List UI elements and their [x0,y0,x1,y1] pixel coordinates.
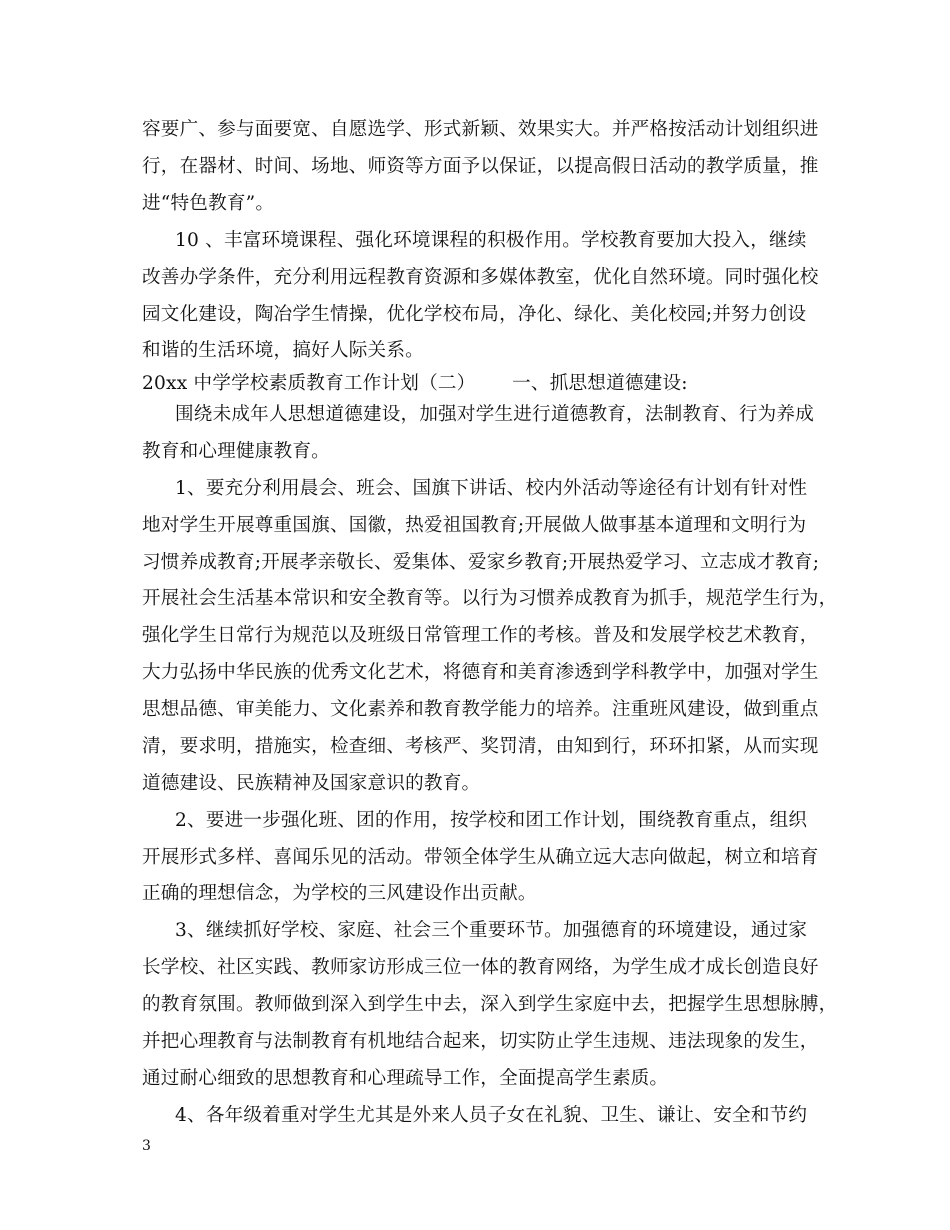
text-line: 教育和心理健康教育。 [142,441,330,462]
text-line: 的教育氛围。教师做到深入到学生中去，深入到学生家庭中去，把握学生思想脉膊， [142,994,838,1015]
text-line: 开展形式多样、喜闻乐见的活动。带领全体学生从确立远大志向做起，树立和培育 [142,847,819,868]
text-line: 3、继续抓好学校、家庭、社会三个重要环节。加强德育的环境建设，通过家 [175,920,808,941]
page-number: 3 [142,1138,151,1154]
text-line: 改善办学条件，充分利用远程教育资源和多媒体教室，优化自然环境。同时强化校 [142,267,819,288]
text-line: 行，在器材、时间、场地、师资等方面予以保证，以提高假日活动的教学质量，推 [142,156,819,177]
text-line: 1、要充分利用晨会、班会、国旗下讲话、校内外活动等途径有计划有针对性 [175,478,808,499]
text-line: 大力弘扬中华民族的优秀文化艺术，将德育和美育渗透到学科教学中，加强对学生 [142,662,819,683]
text-line: 通过耐心细致的思想教育和心理疏导工作，全面提高学生素质。 [142,1068,669,1089]
text-line: 园文化建设，陶冶学生情操，优化学校布局，净化、绿化、美化校园;并努力创设 [142,304,807,325]
text-line: 进“特色教育”。 [142,193,275,214]
text-line: 开展社会生活基本常识和安全教育等。以行为习惯养成教育为抓手，规范学生行为， [142,588,838,609]
text-line: 思想品德、审美能力、文化素养和教育教学能力的培养。注重班风建设，做到重点 [142,699,819,720]
text-line: 地对学生开展尊重国旗、国徽，热爱祖国教育;开展做人做事基本道理和文明行为 [142,515,807,536]
text-line: 10 、丰富环境课程、强化环境课程的积极作用。学校教育要加大投入，继续 [175,230,807,251]
text-line: 习惯养成教育;开展孝亲敬长、爱集体、爱家乡教育;开展热爱学习、立志成才教育; [142,552,820,573]
text-line: 并把心理教育与法制教育有机地结合起来，切实防止学生违规、违法现象的发生， [142,1031,819,1052]
text-line: 和谐的生活环境，搞好人际关系。 [142,340,424,361]
text-line: 4、各年级着重对学生尤其是外来人员子女在礼貌、卫生、谦让、安全和节约 [175,1105,808,1126]
text-line: 围绕未成年人思想道德建设，加强对学生进行道德教育，法制教育、行为养成 [175,404,814,425]
text-line: 2、要进一步强化班、团的作用，按学校和团工作计划，围绕教育重点，组织 [175,810,808,831]
text-line: 长学校、社区实践、教师家访形成三位一体的教育网络，为学生成才成长创造良好 [142,957,819,978]
text-line: 清，要求明，措施实，检查细、考核严、奖罚清，由知到行，环环扣紧，从而实现 [142,736,819,757]
text-line: 强化学生日常行为规范以及班级日常管理工作的考核。普及和发展学校艺术教育， [142,625,819,646]
text-line: 正确的理想信念，为学校的三风建设作出贡献。 [142,883,537,904]
text-line: 道德建设、民族精神及国家意识的教育。 [142,773,481,794]
section-heading: 20xx 中学学校素质教育工作计划（二） 一、抓思想道德建设: [142,373,688,394]
text-line: 容要广、参与面要宽、自愿选学、形式新颖、效果实大。并严格按活动计划组织进 [142,119,819,140]
